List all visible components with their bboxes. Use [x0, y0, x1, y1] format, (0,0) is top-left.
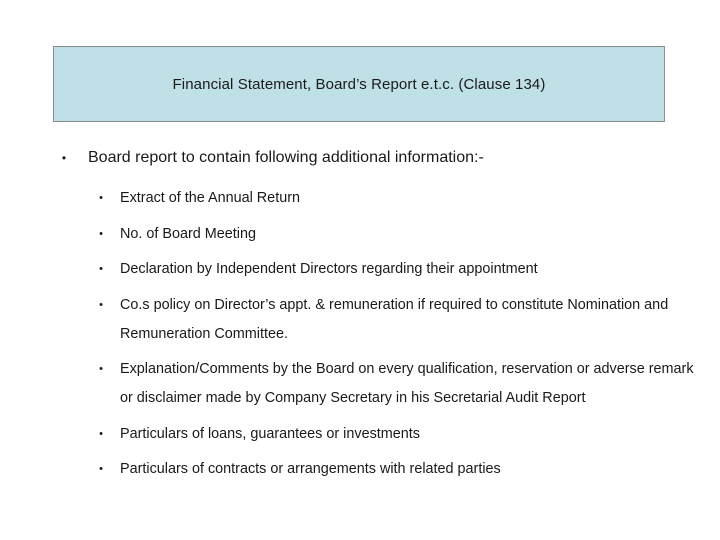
list-item-text: Particulars of contracts or arrangements with related parties	[120, 461, 501, 477]
list-item-text: Particulars of loans, guarantees or investments	[120, 425, 420, 442]
list-item-remuneration-policy	[96, 291, 696, 349]
list-item-annual-return	[96, 184, 696, 213]
main-bullet-text: Board report to contain following additional information:-	[88, 149, 484, 166]
main-bullet-item	[60, 149, 484, 167]
bullet-icon: •	[99, 427, 103, 440]
list-item-explanation-comments	[96, 355, 696, 413]
bullet-icon: •	[99, 192, 103, 204]
list-item-text: Extract of the Annual Return	[120, 190, 300, 206]
list-item-text: Declaration by Independent Directors regarding their appointment	[120, 261, 538, 277]
list-item-loans-guarantees	[96, 420, 696, 449]
list-item-text: Explanation/Comments by the Board on every qualification, reservation or adverse remark or disclaimer made by Company Secretary in his Secretarial Audit Report	[120, 361, 694, 406]
bullet-icon: •	[99, 298, 103, 311]
list-item-independent-directors	[96, 255, 696, 284]
page-title: Financial Statement, Board’s Report e.t.c. (Clause 134)	[172, 75, 546, 93]
bullet-icon: •	[99, 263, 103, 275]
bullet-icon: •	[99, 227, 103, 240]
list-item-related-parties	[96, 455, 696, 484]
bullet-icon: •	[99, 363, 103, 375]
list-item-board-meeting	[96, 220, 696, 249]
sub-bullet-list	[96, 184, 696, 491]
bullet-icon: •	[61, 151, 67, 165]
title-banner	[53, 46, 665, 122]
list-item-text: Co.s policy on Director’s appt. & remuneration if required to constitute Nomination and Remuneration Committee.	[120, 296, 669, 342]
bullet-icon: •	[99, 463, 103, 475]
list-item-text: No. of Board Meeting	[120, 225, 256, 242]
